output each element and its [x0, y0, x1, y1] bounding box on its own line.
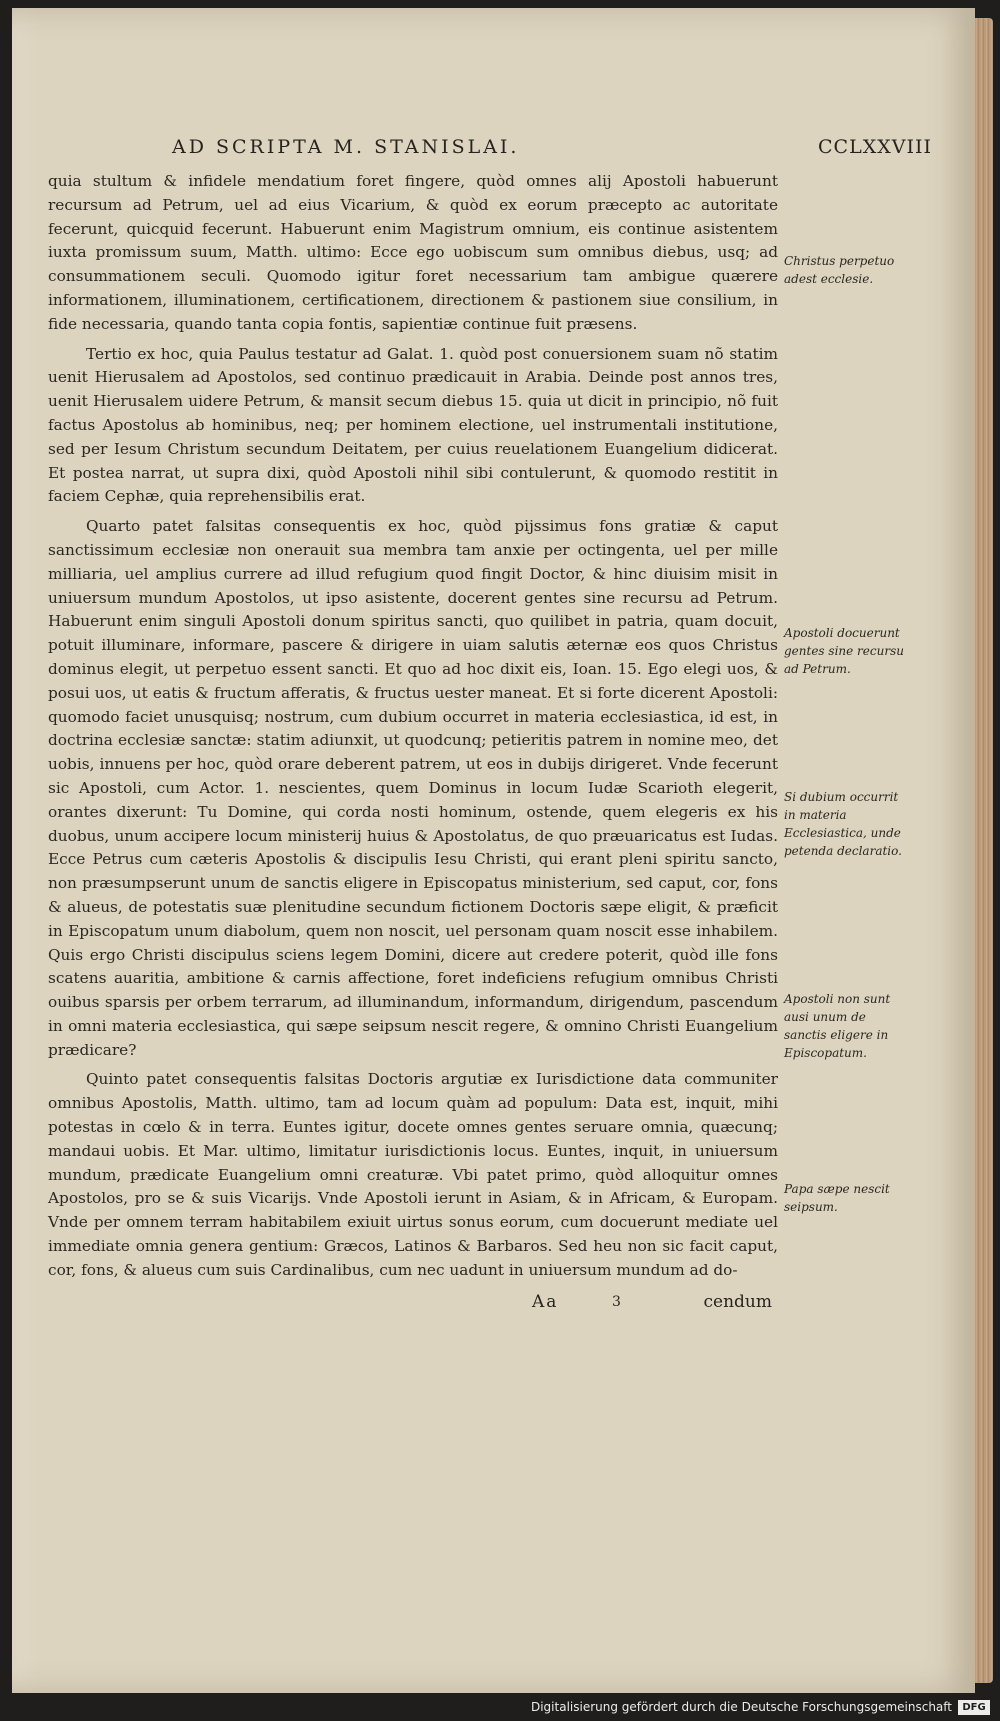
- marginalia: [784, 170, 906, 1290]
- dfg-logo-icon: DFG: [958, 1700, 990, 1715]
- signature-number: 3: [612, 1294, 621, 1310]
- page-signature-line: [532, 1292, 772, 1316]
- folio-number: CCLXXVIII: [818, 136, 932, 158]
- paragraph: quia stultum & infidele mendatium foret fingere, quòd omnes alij Apostoli habuerunt recursum ad Petrum, uel ad eius Vicarium, & quòd ex eorum præcepto ac autoritate fecerunt, quicquid fecerunt. Habuerunt enim Magistrum omnium, eis continue asistentem iuxta promissum suum, Matth. ultimo: Ecce ego uobiscum sum omnibus diebus, usq; ad consummationem seculi. Quomodo igitur foret necessarium tam ambigue quærere informationem, illuminationem, certificationem, directionem & pastionem siue consilium, in fide necessaria, quando tanta copia fontis, sapientiæ continue fuit præsens.: [48, 172, 778, 333]
- margin-note: Papa sæpe nescit seipsum.: [784, 1182, 890, 1214]
- page-edge-stack: [975, 18, 993, 1683]
- catchword: cendum: [703, 1292, 772, 1312]
- paragraph: Tertio ex hoc, quia Paulus testatur ad Galat. 1. quòd post conuersionem suam nõ statim uenit Hierusalem ad Apostolos, sed continuo prædicauit in Arabia. Deinde post annos tres, uenit Hierusalem uidere Petrum, & mansit secum diebus 15. quia ut dicit in principio, nõ fuit factus Apostolus ab hominibus, neq; per hominem electione, uel instrumentali institutione, sed per Iesum Christum secundum Deitatem, per cuius reuelationem Euangelium didicerat. Et postea narrat, ut supra dixi, quòd Apostoli nihil sibi contulerunt, & quomodo restitit in faciem Cephæ, quia reprehensibilis erat.: [48, 344, 778, 506]
- signature-mark: Aa: [532, 1292, 559, 1312]
- paragraph: Quarto patet falsitas consequentis ex hoc, quòd pijssimus fons gratiæ & caput sanctissimum ecclesiæ non onerauit sua membra tam anxie per octingenta, uel per mille milliaria, uel amplius currere ad illud refugium quod fingit Doctor, & hinc diuisim misit in uniuersum mundum Apostolos, ut ipso asistente, docerent gentes sine recursu ad Petrum. Habuerunt enim singuli Apostoli donum spiritus sancti, quo quilibet in patria, quam docuit, potuit illuminare, informare, pascere & dirigere in uiam salutis æternæ eos quos Christus dominus elegit, ut perpetuo essent sancti. Et quo ad hoc dixit eis, Ioan. 15. Ego elegi uos, & posui uos, ut eatis & fructum afferatis, & fructus uester maneat. Et si forte dicerent Apostoli: quomodo faciet unusquisq; nostrum, cum dubium occurret in materia ecclesiastica, id est, in doctrina ecclesiæ sanctæ: statim adiunxit, ut quodcunq; petieritis patrem in nomine meo, det uobis, innuens per hoc, quòd orare deberent patrem, ut eos in dubijs dirigeret. Vnde fecerunt sic Apostoli, cum Actor. 1. nescientes, quem Dominus in locum Iudæ Scarioth elegerit, orantes dixerunt: Tu Domine, qui corda nosti hominum, ostende, quem elegeris ex his duobus, unum accipere locum ministerij huius & Apostolatus, de quo præuaricatus est Iudas. Ecce Petrus cum cæteris Apostolis & discipulis Iesu Christi, qui erant pleni spiritu sancto, non præsumpserunt unum de sanctis eligere in Episcopatus ministerium, sed caput, cor, fons & alueus, de potestatis suæ plenitudine secundum fictionem Doctoris sæpe eligit, & præficit in Episcopatum unum diabolum, quem non noscit, uel personam quam noscit esse inhabilem. Quis ergo Christi discipulus sciens legem Domini, dicere aut credere poterit, quòd ille fons scatens auaritia, ambitione & carnis affectione, foret indeficiens refugium omnibus Christi ouibus sparsis per orbem terrarum, ad illuminandum, informandum, dirigendum, pascendum in omni materia ecclesiastica, qui sæpe seipsum nescit regere, & omnino Christi Euangelium prædicare?: [48, 517, 778, 1059]
- margin-note: Apostoli docuerunt gentes sine recursu ad Petrum.: [784, 626, 904, 676]
- margin-note: Apostoli non sunt ausi unum de sanctis eligere in Episcopatum.: [784, 992, 891, 1060]
- margin-note: Christus perpetuo adest ecclesie.: [784, 254, 895, 286]
- book-page: [12, 8, 975, 1693]
- footer-bar: [0, 1696, 1000, 1721]
- running-head: [172, 136, 932, 162]
- running-title: AD SCRIPTA M. STANISLAI.: [172, 136, 520, 158]
- paragraph: Quinto patet consequentis falsitas Doctoris argutiæ ex Iurisdictione data communiter omnibus Apostolis, Matth. ultimo, tam ad locum quàm ad populum: Data est, inquit, mihi potestas in cœlo & in terra. Euntes igitur, docete omnes gentes seruare omnia, quæcunq; mandaui uobis. Et Mar. ultimo, limitatur iurisdictionis locus. Euntes, inquit, in uniuersum mundum, prædicate Euangelium omni creaturæ. Vbi patet primo, quòd alloquitur omnes Apostolos, pro se & suis Vicarijs. Vnde Apostoli ierunt in Asiam, & in Africam, & Europam. Vnde per omnem terram habitabilem exiuit uirtus sonus eorum, cum docuerunt mediate uel immediate omnia genera gentium: Græcos, Latinos & Barbaros. Sed heu non sic facit caput, cor, fons, & alueus cum suis Cardinalibus, cum nec uadunt in uniuersum mundum ad do-: [48, 1070, 778, 1279]
- funding-credit: Digitalisierung gefördert durch die Deutsche Forschungsgemeinschaft: [530, 1700, 952, 1714]
- body-text: [48, 170, 778, 1290]
- margin-note: Si dubium occurrit in materia Ecclesiastica, unde petenda declaratio.: [784, 790, 902, 858]
